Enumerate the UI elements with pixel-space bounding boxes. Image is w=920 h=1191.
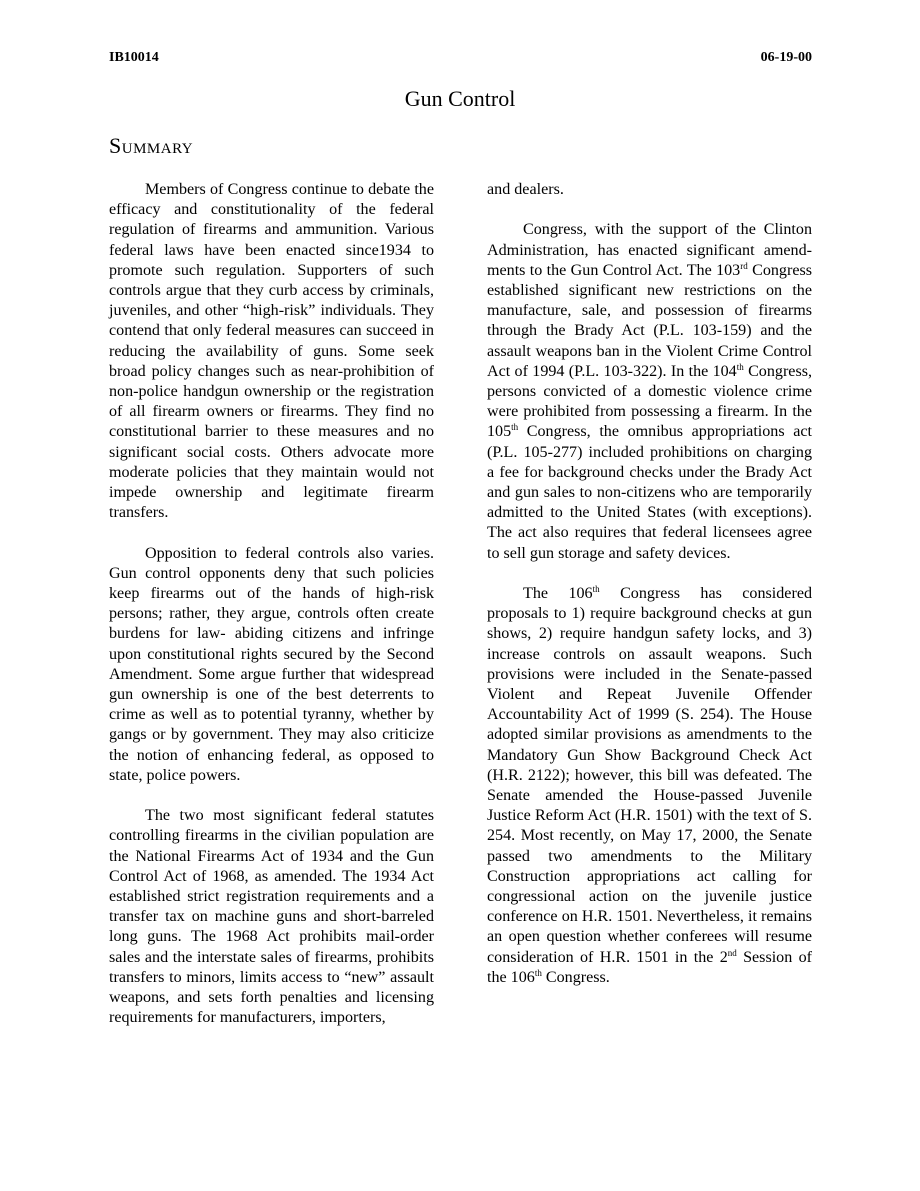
text-segment: Congress established significant new restrictions on the manufacture, sale, and possession of firearms through the Brady Act (P.L. 103-159) and the assault weapons ban in the Violent Crime Control Act of 1994 (P.L. 103-322). In the 104: [487, 261, 812, 380]
ordinal-suffix: nd: [727, 947, 737, 958]
document-id: IB10014: [109, 50, 159, 65]
paragraph-opposition: Opposition to federal controls also varies. Gun control opponents deny that such policies keep firearms out of the hands of high-risk persons; rather, they argue, controls often create burdens for law- abiding citizens and infringe upon constitutional rights secured by the Second Amendment. Some argue further that widespread gun ownership is one of the best deterrents to crime as well as to potential tyranny, whether by gangs or by government. They may also criticize the notion of enhancing federal, as opposed to state, police powers.: [109, 544, 434, 784]
ordinal-suffix: rd: [740, 260, 748, 271]
text-segment: Congress has considered proposals to 1) require background checks at gun shows, 2) require handgun safety locks, and 3) increase controls on assault weapons. Such provisions were included in the Senate-passed Violent and Repeat Juvenile Offender Accountability Act of 1999 (S. 254). The House adopted similar provisions as amendments to the Mandatory Gun Show Background Check Act (H.R. 2122); however, this bill was defeated. The Senate amended the House-passed Juvenile Justice Reform Act (H.R. 1501) with the text of S. 254. Most recently, on May 17, 2000, the Senate passed two amendments to the Military Construction appropriations act calling for congressional action on the juvenile justice conference on H.R. 1501. Nevertheless, it remains an open question whether conferees will resume consideration of H.R. 1501 in the 2: [487, 585, 813, 966]
text-segment: Congress, with the support of the Clinton Administration, has enacted significant amendments to the Gun Control Act. The 103: [487, 221, 812, 279]
ordinal-suffix: th: [534, 967, 542, 978]
ordinal-suffix: th: [736, 361, 744, 372]
paragraph-federal-statutes: The two most significant federal statutes controlling firearms in the civilian population are the National Firearms Act of 1934 and the Gun Control Act of 1968, as amended. The 1934 Act established strict registration requirements and a transfer tax on machine guns and short-barreled long guns. The 1968 Act prohibits mail-order sales and the interstate sales of firearms, prohibits transfers to minors, limits access to “new” assault weapons, and sets forth penalties and licensing requirements for manufacturers, importers,: [109, 807, 434, 1027]
paragraph-106th-congress: [487, 584, 812, 988]
paragraph-members-of-congress: Members of Congress continue to debate the efficacy and constitutionality of the federal regulation of firearms and ammunition. Various federal laws have been enacted since1934 to promote such regulation. Supporters of such controls argue that they curb access by criminals, juveniles, and other “high-risk” individuals. They contend that only federal measures can succeed in reducing the availability of guns. Some seek broad policy changes such as near-prohibition of non-police handgun ownership or the registration of all firearm owners or firearms. They find no constitutional barrier to these measures and no significant social costs. Others advocate more moderate policies that they maintain would not impede ownership and legitimate firearm transfers.: [109, 181, 434, 522]
text-segment: Congress, persons convicted of a domestic violence crime were prohibited from possessing a firearm. In the 105: [487, 362, 812, 441]
right-column: [487, 180, 812, 1008]
text-segment: Congress.: [541, 968, 610, 986]
text-segment: Congress, the omnibus appropriations act (P.L. 105-277) included prohibitions on charging a fee for background checks under the Brady Act and gun sales to non-citizens who are temporarily admitted to the United States (with exceptions). The act also requires that federal licensees agree to sell gun storage and safety devices.: [487, 423, 812, 562]
text-segment: Session of the 106: [487, 948, 812, 986]
section-heading: Summary: [109, 133, 194, 158]
ordinal-suffix: th: [511, 422, 519, 433]
ordinal-suffix: th: [592, 584, 600, 595]
page-title: Gun Control: [404, 86, 516, 111]
paragraph-clinton-administration: [487, 220, 812, 563]
paragraph-continuation: and dealers.: [487, 181, 564, 198]
left-column: [109, 180, 434, 1049]
document-date: 06-19-00: [760, 50, 812, 65]
text-segment: The 106: [523, 585, 593, 603]
